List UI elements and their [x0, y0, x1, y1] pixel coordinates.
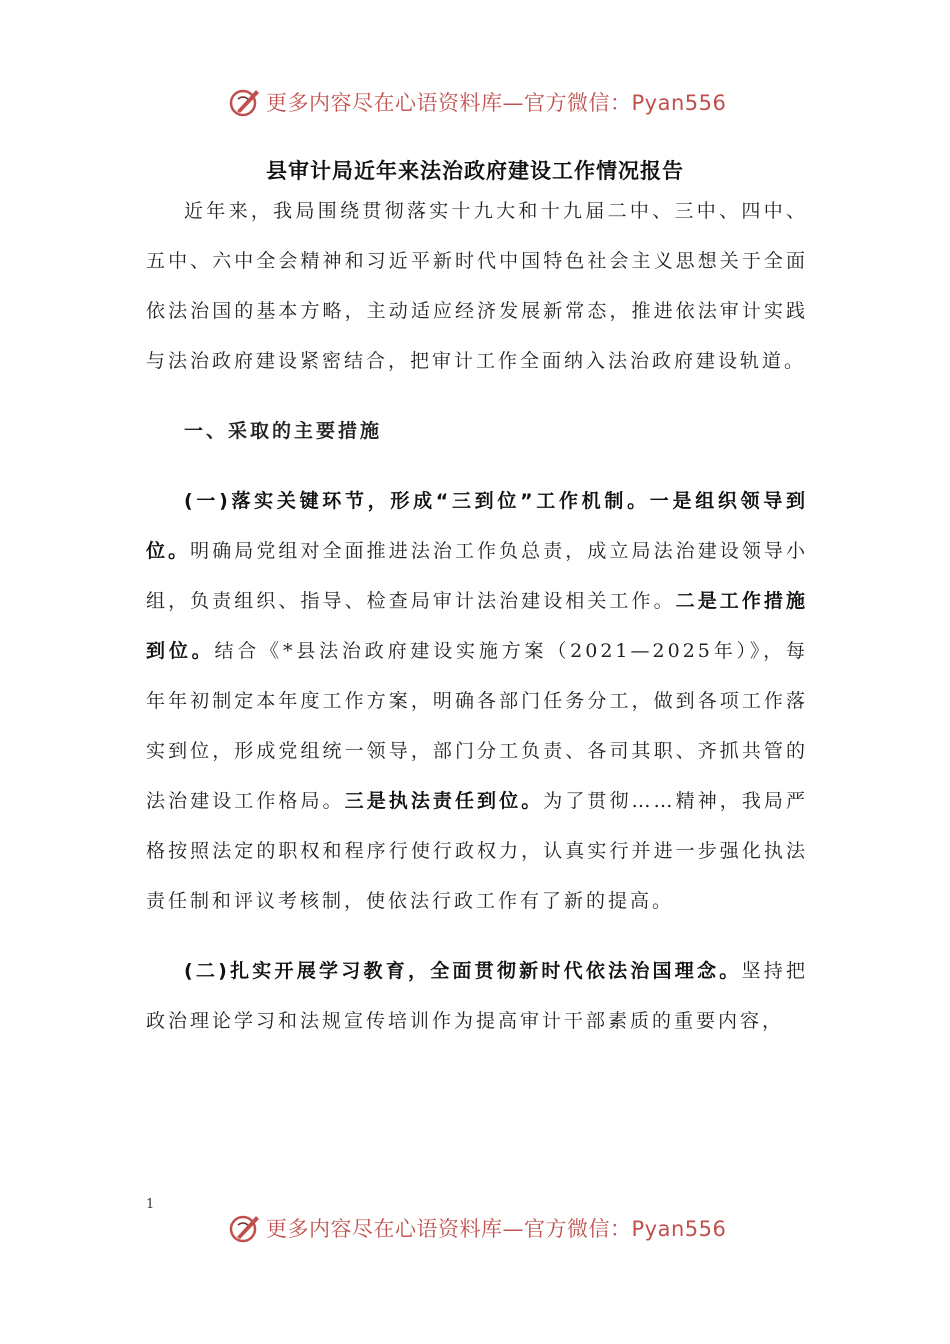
page-number: 1: [146, 1197, 155, 1212]
intro-paragraph: 近年来，我局围绕贯彻落实十九大和十九届二中、三中、四中、五中、六中全会精神和习近平新时代中国特色社会主义思想关于全面依法治国的基本方略，主动适应经济发展新常态，推进依法审计实践与法治政府建设紧密结合，把审计工作全面纳入法治政府建设轨道。: [146, 200, 808, 372]
body-text: 结合《*县法治政府建设实施方案（2021—2025年）》，每年年初制定本年度工作方案，明确各部门任务分工，做到各项工作落实到位，形成党组统一领导，部门分工负责、各司其职、齐抓共管的法治建设工作格局。: [146, 640, 808, 812]
watermark-text: 更多内容尽在心语资料库—官方微信：Pyan556: [266, 91, 727, 115]
section-heading: 一、采取的主要措施: [184, 420, 383, 442]
body-text: 为了贯彻……精神，我局严格按照法定的职权和程序行使行政权力，认真实行并进一步强化执法责任制和评议考核制，使依法行政工作有了新的提高。: [146, 790, 808, 912]
watermark-banner-bottom: [228, 1210, 748, 1246]
document-body: [146, 186, 808, 1046]
watermark-text: 更多内容尽在心语资料库—官方微信：Pyan556: [266, 1217, 727, 1241]
bold-phrase: (二)扎实开展学习教育，全面贯彻新时代依法治国理念。: [184, 960, 742, 982]
bold-phrase: 三是执法责任到位。: [344, 790, 544, 812]
pen-logo-icon: [228, 85, 262, 119]
measure-paragraph-2: [146, 946, 808, 1046]
watermark-banner-top: [228, 84, 748, 120]
pen-logo-icon: [228, 1211, 262, 1245]
bold-phrase: (一)落实关键环节，形成“三到位”工作机制。一是组织领导到位。: [146, 490, 808, 562]
body-text: 明确局党组对全面推进法治工作负总责，成立局法治建设领导小组，负责组织、指导、检查局审计法治建设相关工作。: [146, 540, 808, 612]
bold-phrase: 二是工作措施到位。: [146, 590, 808, 662]
body-text: 坚持把政治理论学习和法规宣传培训作为提高审计干部素质的重要内容，: [146, 960, 808, 1032]
document-title: 县审计局近年来法治政府建设工作情况报告: [266, 159, 684, 183]
measure-paragraph-1: [146, 476, 808, 926]
